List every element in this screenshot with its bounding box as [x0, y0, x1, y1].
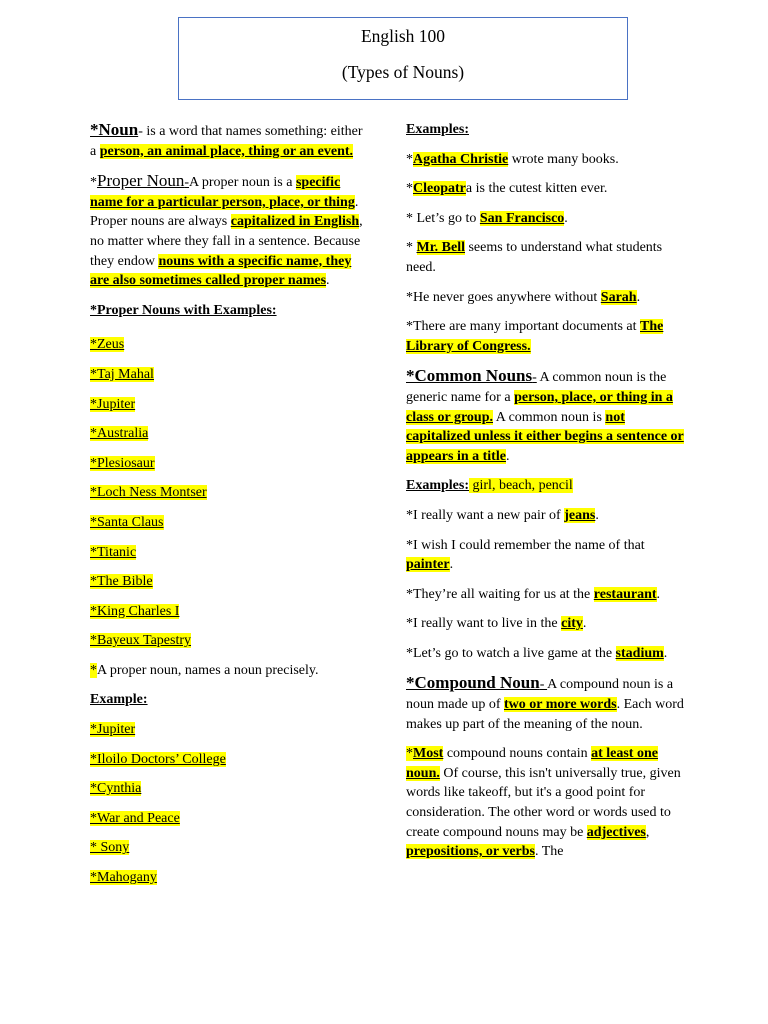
text-span: * Sony: [90, 840, 130, 856]
text-span: *: [406, 240, 417, 256]
text-span: A proper noun is a: [189, 175, 296, 191]
text-span: *: [90, 662, 97, 678]
text-span: *: [90, 175, 97, 191]
example-sentence: [406, 614, 688, 634]
text-span: *I wish I could remember the name of that: [406, 537, 645, 553]
text-span: Agatha Christie: [413, 151, 509, 167]
text-span: stadium: [615, 645, 664, 661]
text-span: .: [663, 645, 668, 661]
topic-title: (Types of Nouns): [341, 62, 465, 82]
text-span: Cleopatr: [413, 181, 466, 197]
list-item: [90, 538, 370, 568]
text-span: Mr. Bell: [416, 240, 465, 256]
text-span: , no matter where they fall in a sentence. Because they endow: [90, 214, 363, 269]
text-span: A compound noun is a noun made up of: [406, 677, 674, 713]
text-span: *: [406, 151, 413, 167]
text-span: .: [505, 448, 510, 464]
text-span: The Library of Congress.: [406, 319, 664, 354]
example-sentence: [406, 506, 688, 526]
example-sentence: [406, 179, 688, 199]
text-span: is a word that names something: either a: [90, 124, 363, 159]
text-span: A common noun is: [493, 409, 606, 425]
text-span: *War and Peace: [90, 810, 180, 826]
text-span: . The: [535, 844, 564, 860]
text-span: at least one noun.: [406, 746, 658, 781]
list-item: [90, 774, 370, 804]
example-sentence: [406, 238, 688, 277]
example-heading: Example:: [90, 692, 148, 708]
text-span: .: [656, 586, 661, 602]
text-span: -: [532, 370, 537, 386]
list-item: [90, 330, 370, 360]
example-sentence: [406, 536, 688, 575]
text-span: -: [184, 175, 190, 191]
text-span: *There are many important documents at: [406, 319, 641, 335]
proper-noun-note: [90, 656, 370, 686]
text-span: capitalized in English: [230, 214, 360, 230]
text-span: nouns with a specific name, they are also sometimes called proper names: [90, 253, 352, 289]
example-sentence: [406, 288, 688, 308]
noun-definition: [90, 120, 370, 161]
text-span: *I really want a new pair of: [406, 507, 565, 523]
text-span: girl, beach, pencil: [469, 478, 573, 494]
text-span: *: [406, 181, 413, 197]
text-span: *Santa Claus: [90, 514, 164, 530]
example-sentence: [406, 150, 688, 170]
text-span: adjectives: [586, 824, 646, 840]
list-item: [90, 833, 370, 863]
text-span: *Cynthia: [90, 781, 142, 797]
text-span: compound nouns contain: [443, 746, 592, 762]
text-span: .: [636, 289, 641, 305]
list-item: [90, 804, 370, 834]
text-span: *The Bible: [90, 574, 153, 590]
title-box: [178, 17, 628, 100]
text-span: A proper noun, names a noun precisely.: [97, 662, 319, 678]
text-span: painter: [406, 557, 450, 573]
text-span: *Zeus: [90, 337, 125, 353]
text-span: .: [595, 507, 599, 523]
list-item: [90, 478, 370, 508]
text-span: *Plesiosaur: [90, 455, 155, 471]
list-item: [90, 390, 370, 420]
text-span: person, place, or thing in a class or group.: [406, 389, 673, 425]
text-span: wrote many books.: [508, 151, 619, 167]
text-span: .: [326, 273, 330, 289]
right-column: [406, 120, 688, 862]
text-span: .: [582, 616, 587, 632]
left-column: [90, 120, 370, 893]
text-span: -: [539, 677, 548, 693]
list-item: [90, 449, 370, 479]
text-span: *Iloilo Doctors’ College: [90, 751, 226, 767]
compound-noun-details: [406, 744, 688, 862]
text-span: specific name for a particular person, place, or thing: [90, 175, 355, 210]
example-sentence: [406, 644, 688, 664]
text-span: person, an animal place, thing or an event.: [99, 143, 354, 159]
text-span: city: [561, 616, 583, 632]
list-item: [90, 715, 370, 745]
text-span: -: [138, 124, 143, 139]
compound-noun-definition: [406, 673, 688, 734]
text-span: *They’re all waiting for us at the: [406, 586, 594, 602]
text-span: prepositions, or verbs: [406, 844, 535, 860]
text-span: seems to understand what students need.: [406, 240, 663, 275]
text-span: *I really want to live in the: [406, 616, 562, 632]
list-item: [90, 508, 370, 538]
text-span: two or more words: [503, 697, 617, 713]
text-span: *Mahogany: [90, 870, 157, 886]
list-item: [90, 419, 370, 449]
text-span: a is the cutest kitten ever.: [465, 181, 608, 197]
text-span: * Let’s go to: [406, 210, 480, 226]
list-item: [90, 597, 370, 627]
example-sentence: [406, 209, 688, 229]
text-span: ,: [645, 824, 650, 840]
course-title: English 100: [360, 26, 446, 46]
text-span: jeans: [564, 507, 596, 523]
text-span: *Australia: [90, 426, 149, 442]
list-item: [90, 626, 370, 656]
proper-examples-heading: *Proper Nouns with Examples:: [90, 302, 277, 318]
common-noun-term: *Common Nouns: [406, 366, 533, 386]
text-span: San Francisco: [479, 210, 565, 226]
text-span: . Each word makes up part of the meaning of the noun.: [406, 697, 684, 732]
example-sentence: [406, 585, 688, 605]
text-span: Examples:: [406, 478, 469, 494]
noun-term: *Noun: [90, 120, 139, 139]
common-noun-definition: [406, 366, 688, 466]
examples-heading: Examples:: [406, 122, 469, 137]
proper-noun-definition: [90, 171, 370, 291]
text-span: restaurant: [593, 586, 657, 602]
text-span: *Titanic: [90, 544, 137, 560]
text-span: *: [406, 746, 413, 762]
proper-examples-list: [90, 330, 370, 892]
text-span: . Proper nouns are always: [90, 194, 359, 230]
common-examples: [406, 476, 688, 496]
text-span: Sarah: [600, 289, 637, 305]
text-span: *Taj Mahal: [90, 366, 154, 382]
text-span: *Let’s go to watch a live game at the: [406, 645, 616, 661]
text-span: Most: [413, 746, 444, 762]
compound-noun-term: *Compound Noun: [406, 673, 540, 693]
text-span: *He never goes anywhere without: [406, 289, 601, 305]
list-item: [90, 360, 370, 390]
text-span: *Jupiter: [90, 396, 136, 412]
text-span: .: [564, 210, 568, 226]
list-item: [90, 863, 370, 893]
text-span: *Bayeux Tapestry: [90, 633, 192, 649]
text-span: .: [449, 557, 454, 573]
text-span: *Jupiter: [90, 722, 136, 738]
proper-noun-term: Proper Noun: [97, 171, 185, 191]
text-span: Of course, this isn't universally true, given words like takeoff, but it's a good point for consideration. The other word or words used to create compound nouns may be: [406, 765, 681, 840]
list-item: [90, 567, 370, 597]
example-sentence: [406, 317, 688, 356]
list-item: [90, 745, 370, 775]
text-span: *King Charles I: [90, 603, 180, 619]
text-span: not capitalized unless it either begins a sentence or appears in a title: [406, 409, 684, 464]
text-span: *Loch Ness Montser: [90, 485, 207, 501]
text-span: A common noun is the generic name for a: [406, 370, 667, 405]
